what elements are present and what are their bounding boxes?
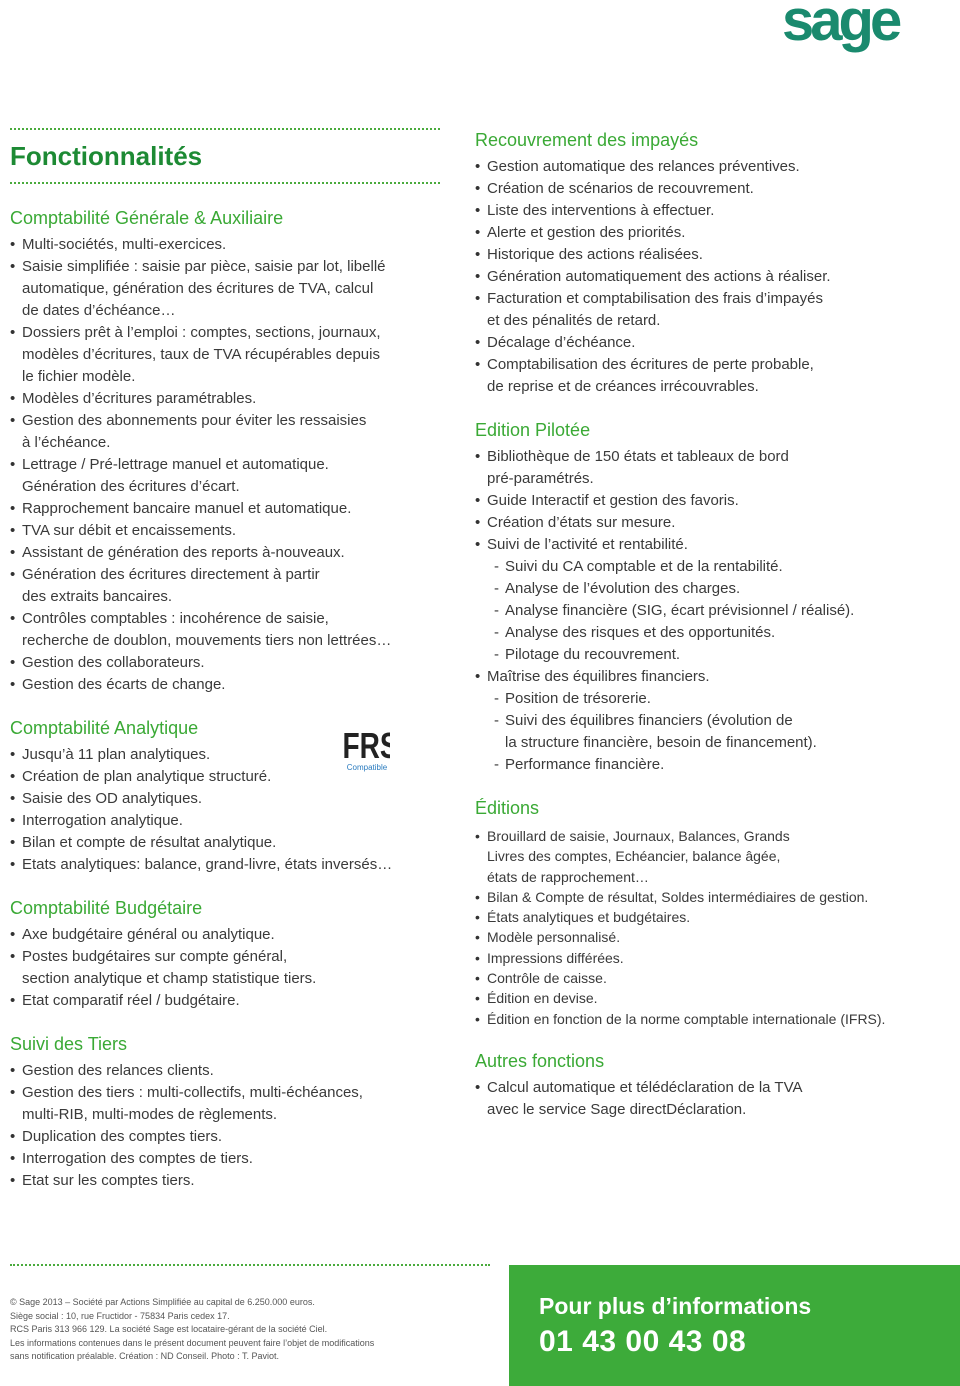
legal-line: Les informations contenues dans le présent document peuvent faire l’objet de modifications (10, 1337, 375, 1348)
list-item: • Guide Interactif et gestion des favoris. (475, 490, 915, 512)
list-item: • Saisie simplifiée : saisie par pièce, saisie par lot, libellé automatique, génération des écritures de TVA, calcul de dates d’échéance… (10, 256, 440, 322)
contact-box (509, 1265, 960, 1386)
list-item: • Jusqu’à 11 plan analytiques. (10, 744, 440, 766)
list-item: • Gestion des abonnements pour éviter les ressaisies à l’échéance. (10, 410, 440, 454)
list-item: • Création d’états sur mesure. (475, 512, 915, 534)
legal-notice (10, 1296, 490, 1364)
list-item: • Interrogation des comptes de tiers. (10, 1148, 440, 1170)
list-item: • Création de scénarios de recouvrement. (475, 178, 915, 200)
list-item: • Bibliothèque de 150 états et tableaux de bord pré-paramétrés. (475, 446, 915, 490)
bullet-list (10, 924, 440, 1012)
sage-logo-text: sage (782, 0, 899, 53)
list-item: • Multi-sociétés, multi-exercices. (10, 234, 440, 256)
legal-line: © Sage 2013 – Société par Actions Simplifiée au capital de 6.250.000 euros. (10, 1297, 315, 1307)
section-title: Comptabilité Générale & Auxiliaire (10, 208, 284, 228)
list-item: • Modèles d’écritures paramétrables. (10, 388, 440, 410)
list-item: • Gestion automatique des relances préventives. (475, 156, 915, 178)
list-item: • Génération automatiquement des actions à réaliser. (475, 266, 915, 288)
legal-line: sans notification préalable. Création : ND Conseil. Photo : T. Paviot. (10, 1351, 279, 1362)
sub-list-item: - Performance financière. (475, 754, 915, 776)
title-divider-bottom (10, 182, 440, 184)
section-title: Éditions (475, 798, 540, 818)
list-item: • Gestion des écarts de change. (10, 674, 440, 696)
bullet-list (475, 1077, 915, 1121)
section-editions (475, 796, 915, 1029)
section-3 (10, 896, 440, 1012)
sub-list-item: - Analyse des risques et des opportunités. (475, 622, 915, 644)
list-item: • Génération des écritures directement à partir des extraits bancaires. (10, 564, 440, 608)
list-item: • Maîtrise des équilibres financiers. (475, 666, 915, 688)
bullet-list (475, 156, 915, 398)
list-item: • Alerte et gestion des priorités. (475, 222, 915, 244)
sage-logo (782, 0, 924, 60)
ifrs-mark: FR (344, 725, 380, 766)
section-title: Edition Pilotée (475, 420, 591, 440)
section-title: Suivi des Tiers (10, 1034, 128, 1054)
sub-list-item: - Position de trésorerie. (475, 688, 915, 710)
left-column (10, 128, 440, 1212)
title-divider-top (10, 128, 440, 130)
page-title: Fonctionnalités (10, 141, 203, 171)
sub-list-item: - Analyse de l’évolution des charges. (475, 578, 915, 600)
list-item: • Interrogation analytique. (10, 810, 440, 832)
list-item: • Duplication des comptes tiers. (10, 1126, 440, 1148)
section-autres-fonctions (475, 1049, 915, 1121)
list-item: • Historique des actions réalisées. (475, 244, 915, 266)
bullet-list (475, 826, 915, 1029)
left-sections (10, 206, 440, 1192)
list-item: • États analytiques et budgétaires. (475, 907, 915, 927)
list-item: • Etat sur les comptes tiers. (10, 1170, 440, 1192)
section-edition-pilotee (475, 418, 915, 776)
list-item: • Contrôle de caisse. (475, 968, 915, 988)
footer-divider (10, 1264, 490, 1266)
list-item: • Axe budgétaire général ou analytique. (10, 924, 440, 946)
legal-line: RCS Paris 313 966 129. La société Sage est locataire-gérant de la société Ciel. (10, 1324, 328, 1335)
list-item: • Bilan & Compte de résultat, Soldes intermédiaires de gestion. (475, 887, 915, 907)
list-item: • Édition en devise. (475, 988, 915, 1008)
list-item: • Calcul automatique et télédéclaration de la TVA avec le service Sage directDéclaration. (475, 1077, 915, 1121)
list-item: • Dossiers prêt à l’emploi : comptes, sections, journaux, modèles d’écritures, taux de TVA récupérables depuis le fichier modèle. (10, 322, 440, 388)
list-item: • Création de plan analytique structuré. (10, 766, 440, 788)
right-column (475, 128, 915, 1141)
list-item: • Décalage d’échéance. (475, 332, 915, 354)
list-item: • Suivi de l’activité et rentabilité. (475, 534, 915, 556)
list-item: • Rapprochement bancaire manuel et automatique. (10, 498, 440, 520)
list-item: • Postes budgétaires sur compte général, section analytique et champ statistique tiers. (10, 946, 440, 990)
list-item: • Brouillard de saisie, Journaux, Balances, Grands Livres des comptes, Echéancier, balance âgée, états de rapprochement… (475, 826, 915, 887)
list-item: • Gestion des collaborateurs. (10, 652, 440, 674)
list-item: • Édition en fonction de la norme comptable internationale (IFRS). (475, 1009, 915, 1029)
ifrs-caption: Compatible (346, 763, 388, 772)
section-recouvrement (475, 128, 915, 398)
section-1 (10, 206, 440, 696)
list-item: • Gestion des tiers : multi-collectifs, multi-échéances, multi-RIB, multi-modes de règlements. (10, 1082, 440, 1126)
section-title: Comptabilité Budgétaire (10, 898, 203, 918)
list-item: • Contrôles comptables : incohérence de saisie, recherche de doublon, mouvements tiers non lettrées… (10, 608, 440, 652)
list-item: • Etat comparatif réel / budgétaire. (10, 990, 440, 1012)
list-item: • Etats analytiques: balance, grand-livre, états inversés… (10, 854, 440, 876)
bullet-list (10, 234, 440, 696)
list-item: • Bilan et compte de résultat analytique. (10, 832, 440, 854)
list-item: • Comptabilisation des écritures de perte probable, de reprise et de créances irrécouvrables. (475, 354, 915, 398)
section-title: Recouvrement des impayés (475, 130, 699, 150)
bullet-list (475, 446, 915, 776)
legal-line: Siège social : 10, rue Fructidor - 75834 Paris cedex 17. (10, 1310, 230, 1321)
ifrs-compatible-badge (344, 718, 390, 774)
list-item: • Lettrage / Pré-lettrage manuel et automatique. Génération des écritures d’écart. (10, 454, 440, 498)
sub-list-item: - Suivi des équilibres financiers (évolution de la structure financière, besoin de financement). (475, 710, 915, 754)
bullet-list (10, 1060, 440, 1192)
list-item: • Facturation et comptabilisation des frais d’impayés et des pénalités de retard. (475, 288, 915, 332)
list-item: • Impressions différées. (475, 948, 915, 968)
list-item: • Liste des interventions à effectuer. (475, 200, 915, 222)
list-item: • Gestion des relances clients. (10, 1060, 440, 1082)
section-title: Comptabilité Analytique (10, 718, 199, 738)
sub-list-item: - Suivi du CA comptable et de la rentabilité. (475, 556, 915, 578)
list-item: • Saisie des OD analytiques. (10, 788, 440, 810)
sub-list-item: - Analyse financière (SIG, écart prévisionnel / réalisé). (475, 600, 915, 622)
section-4 (10, 1032, 440, 1192)
list-item: • Modèle personnalisé. (475, 927, 915, 947)
list-item: • TVA sur débit et encaissements. (10, 520, 440, 542)
sub-list-item: - Pilotage du recouvrement. (475, 644, 915, 666)
contact-phone: 01 43 00 43 08 (539, 1325, 747, 1358)
list-item: • Assistant de génération des reports à-nouveaux. (10, 542, 440, 564)
section-title: Autres fonctions (475, 1050, 605, 1071)
contact-title: Pour plus d’informations (539, 1293, 812, 1319)
